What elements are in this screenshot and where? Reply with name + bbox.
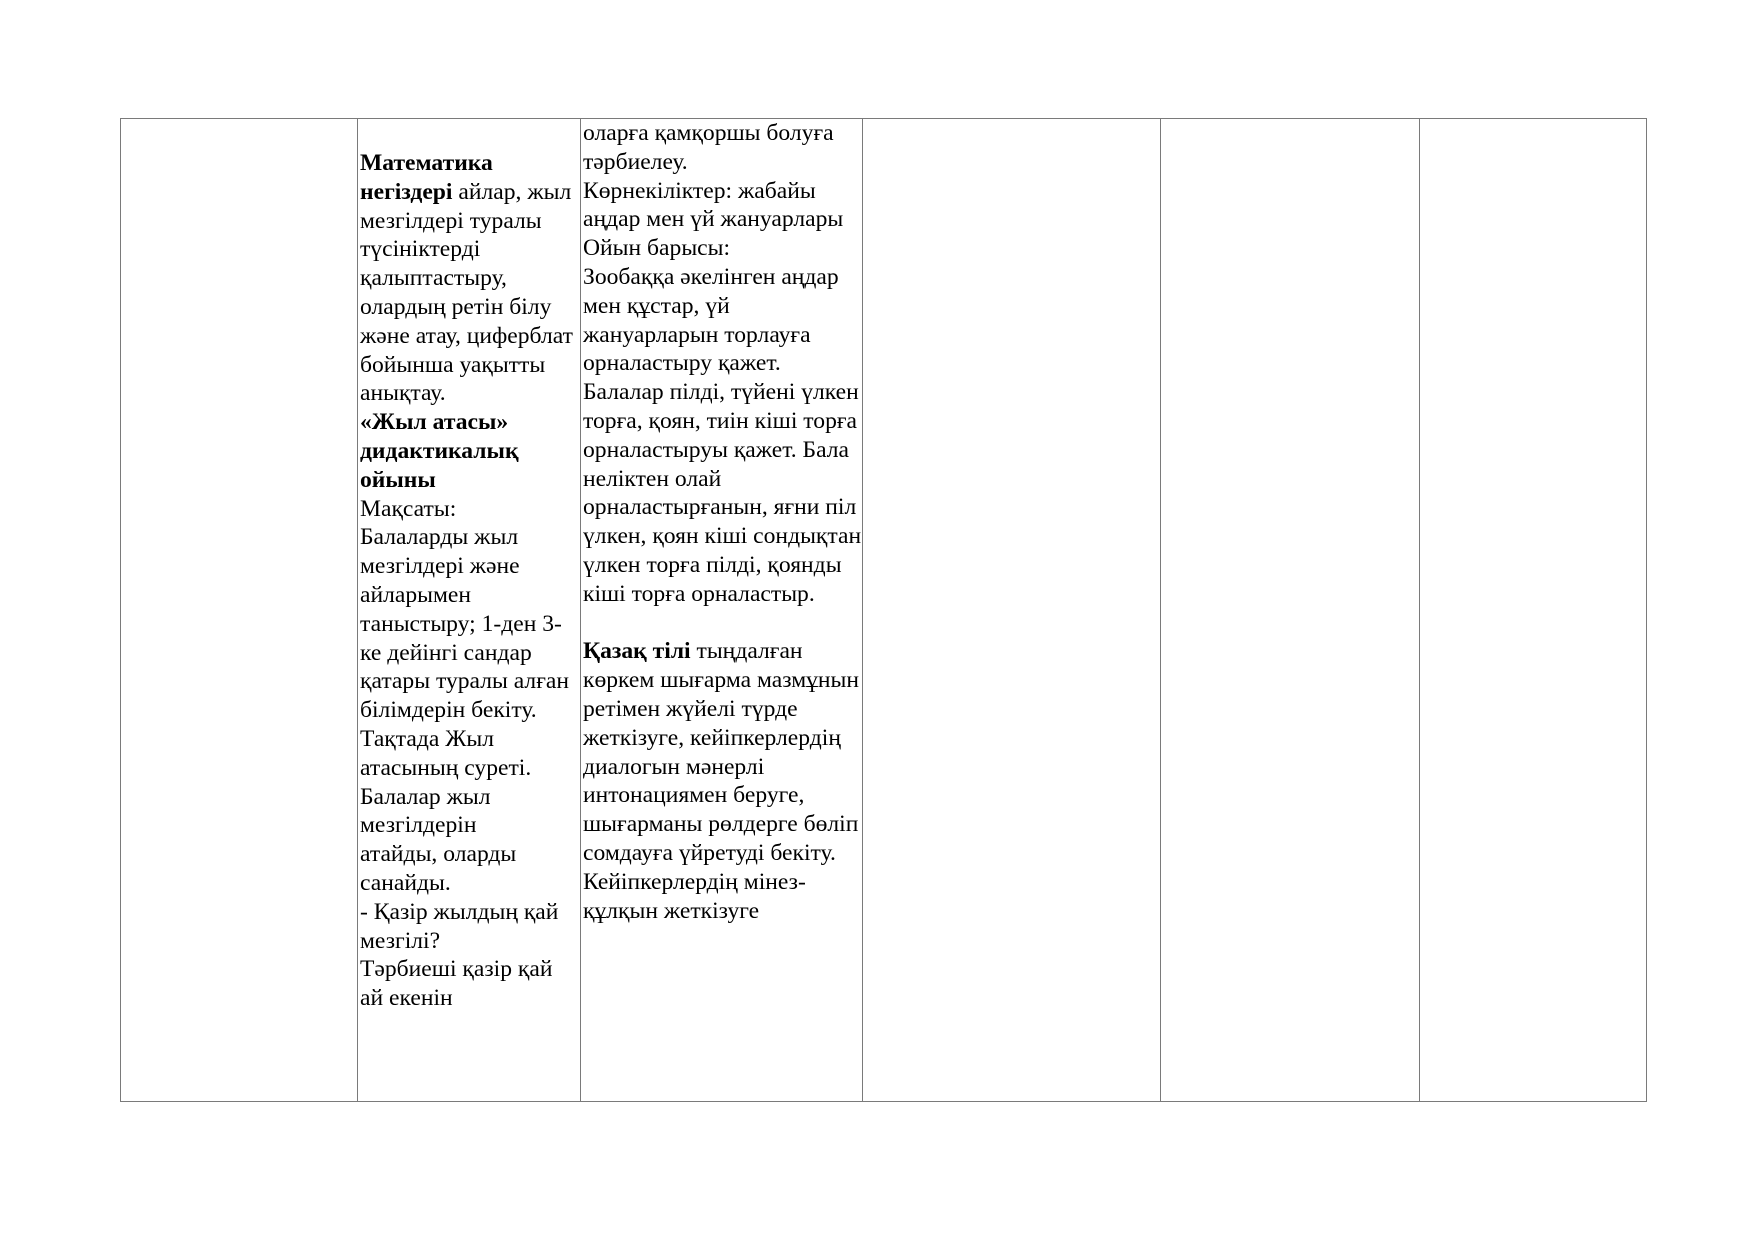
math-text: айлар, жыл мезгілдері туралы түсініктерді қалыптастыру, олардың ретін білу және атау, циферблат бойынша уақытты анықтау. — [360, 178, 573, 407]
kazakh-heading: Қазақ тілі — [583, 638, 691, 665]
col3-intro-text: оларға қамқоршы болуға тәрбиелеу. Көрнекіліктер: жабайы аңдар мен үй жануарлары Ойын барысы: Зообаққа әкелінген аңдар мен құстар, үй жануарларын торлауға орналастыру қажет. Балалар пілді, түйені үлкен торға, қоян, тиін кіші торға орналастыруы қажет. Бала неліктен олай орналастырғанын, яғни піл үлкен, қоян кіші сондықтан үлкен торға пілді, қоянды кіші торға орналастыр. — [583, 120, 862, 607]
game-text: Мақсаты: Балаларды жыл мезгілдері және айларымен таныстыру; 1-ден 3-ке дейінгі сандар қатары туралы алған білімдерін бекіту. Тақтада Жыл атасының суреті. Балалар жыл мезгілдерін атайды, оларды санайды. - Қазір жылдың қай мезгілі? Тәрбиеші қазір қай ай екенін — [360, 495, 569, 1012]
table-cell-col6 — [1420, 119, 1647, 1102]
table-cell-col5 — [1161, 119, 1420, 1102]
table-cell-col3 — [581, 119, 863, 1102]
table-cell-col2 — [358, 119, 581, 1102]
lesson-plan-table — [120, 118, 1647, 1102]
cell-col3-text — [581, 119, 862, 925]
game-heading: «Жыл атасы» дидактикалық ойыны — [360, 409, 519, 493]
table-cell-col4 — [863, 119, 1161, 1102]
cell-col2-text — [358, 119, 580, 1013]
math-heading: Математика негіздері — [360, 150, 493, 205]
kazakh-text: тыңдалған көркем шығарма мазмұнын ретімен жүйелі түрде жеткізуге, кейіпкерлердің диалогын мәнерлі интонациямен беруге, шығарманы рөлдерге бөліп сомдауға үйретуді бекіту. Кейіпкерлердің мінез-құлқын жеткізуге — [583, 638, 860, 924]
table-row — [121, 119, 1647, 1102]
table-cell-col1 — [121, 119, 358, 1102]
